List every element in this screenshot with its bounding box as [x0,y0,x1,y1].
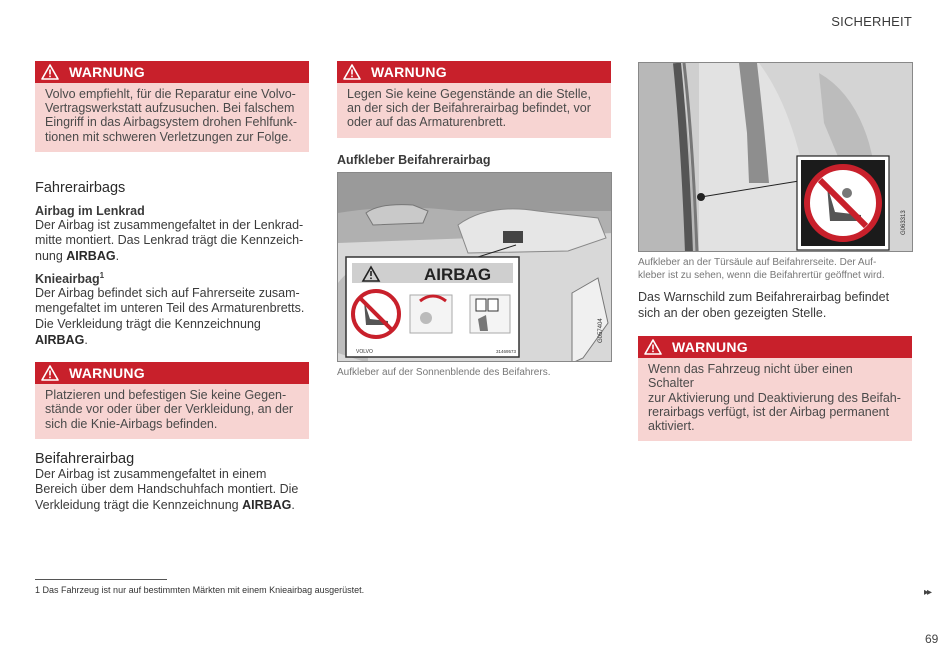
sticker-part-number: 31469573 [496,348,517,354]
warning-title: WARNUNG [371,64,447,80]
text-line: mengefaltet im unteren Teil des Armaturenbretts. [35,301,305,316]
text-line: Der Airbag ist zusammengefaltet in einem [35,466,267,481]
warning-triangle-icon [41,365,59,381]
passenger-airbag-text: Der Airbag ist zusammengefaltet in einem Bereich über dem Handschuhfach montiert. Die Verkleidung trägt die Kennzeichnung AIRBAG. [35,466,299,512]
warning-triangle-icon [644,339,662,355]
column-right [638,61,912,441]
door-pillar-figure [638,62,913,252]
warning-line: Platzieren und befestigen Sie keine Gegen- [45,388,287,403]
warning-text [337,83,611,138]
warning-line: Legen Sie keine Gegenstände an die Stelle, [347,87,591,101]
warning-text [35,384,309,439]
steering-airbag-text: Der Airbag ist zusammengefaltet in der Lenkrad- mitte montiert. Das Lenkrad trägt die Kennzeich- nung AIRBAG. [35,217,304,263]
figure-code: G063313 [901,210,907,235]
warning-box-switch [638,336,912,441]
text-line: Das Warnschild zum Beifahrerairbag befindet [638,290,890,304]
warning-line: rerairbags verfügt, ist der Airbag permanent [648,404,890,419]
heading-knee-airbag [35,271,309,286]
airbag-marking: AIRBAG [242,497,292,512]
page-number: 69 [925,632,939,646]
caption-line: Aufkleber an der Türsäule auf Beifahrerseite. Der Auf- [638,257,877,268]
heading-sticker: Aufkleber Beifahrerairbag [337,152,491,167]
warning-line: an der sich der Beifahrerairbag befindet, vor [347,101,591,116]
text-line: Der Airbag ist zusammengefaltet in der Lenkrad- [35,217,304,232]
warning-box-passenger [337,61,611,138]
warning-line: Wenn das Fahrzeug nicht über einen Schalter [648,362,853,391]
airbag-marking: AIRBAG [66,249,116,263]
warning-line: tionen mit schweren Verletzungen zur Folge. [45,129,292,144]
sun-visor-figure [337,172,612,362]
heading-passenger-airbag: Beifahrerairbag [35,450,135,467]
warning-header [35,61,309,83]
warning-box-repair [35,61,309,152]
warning-line: Eingriff in das Airbagsystem drohen Fehlfunk- [45,115,297,130]
footnote-marker: 1 [35,585,41,595]
warning-header [337,61,611,83]
text-line: Verkleidung trägt die Kennzeichnung [35,497,243,512]
footnote [35,585,364,595]
warning-line: Volvo empfiehlt, für die Reparatur eine Volvo- [45,87,296,101]
warning-box-knee [35,362,309,439]
text-line: sich an der oben gezeigten Stelle. [638,305,827,320]
airbag-marking: AIRBAG [35,332,85,347]
caption-line: kleber ist zu sehen, wenn die Beifahrertür geöffnet wird. [638,270,885,281]
text-line: Die Verkleidung trägt die Kennzeichnung [35,316,261,331]
heading-driver-airbags: Fahrerairbags [35,179,126,196]
warning-header [638,336,912,358]
text-line: mitte montiert. Das Lenkrad trägt die Kennzeich- [35,233,304,248]
figure-code: G057404 [598,317,604,343]
column-left [35,61,309,514]
sticker-airbag-label: AIRBAG [424,264,492,284]
figure-caption: Aufkleber auf der Sonnenblende des Beifahrers. [337,366,551,378]
warning-line: aktiviert. [648,419,695,433]
warning-line: Vertragswerkstatt aufzusuchen. Bei falschem [45,101,295,116]
warning-line: oder auf das Armaturenbrett. [347,115,507,130]
column-middle [337,61,611,379]
text-line: Der Airbag befindet sich auf Fahrerseite zusam- [35,285,300,300]
warning-line: zur Aktivierung und Deaktivierung des Beifah- [648,390,901,405]
warning-text [35,83,309,152]
knee-title: Knieairbag [35,271,100,286]
text-line: nung [35,249,67,263]
next-page-icon[interactable]: ▸▸ [924,587,931,598]
section-title: SICHERHEIT [831,14,912,29]
warning-line: stände vor oder über der Verkleidung, an der [45,402,294,417]
warning-header [35,362,309,384]
footnote-ref[interactable]: 1 [99,270,105,280]
knee-airbag-text: Der Airbag befindet sich auf Fahrerseite zusam- mengefaltet im unteren Teil des Armaturenbretts. Die Verkleidung trägt die Kennzeichnung AIRBAG. [35,285,305,347]
warning-triangle-icon [343,64,361,80]
warning-triangle-icon [41,64,59,80]
warning-title: WARNUNG [69,365,145,382]
sticker-brand: VOLVO [356,348,373,355]
figure-caption [638,256,912,282]
warning-sign-text [638,290,912,321]
text-line: Bereich über dem Handschuhfach montiert. Die [35,482,299,497]
warning-title: WARNUNG [69,64,145,80]
heading-steering-airbag: Airbag im Lenkrad [35,203,145,218]
warning-text [638,358,912,441]
warning-line: sich die Knie-Airbags befinden. [45,416,218,431]
footnote-divider [35,579,167,580]
door-pillar-illustration [639,63,913,252]
footnote-text: Das Fahrzeug ist nur auf bestimmten Märkten mit einem Knieairbag ausgerüstet. [42,585,365,595]
warning-title: WARNUNG [672,339,748,356]
sun-visor-illustration [338,173,612,362]
